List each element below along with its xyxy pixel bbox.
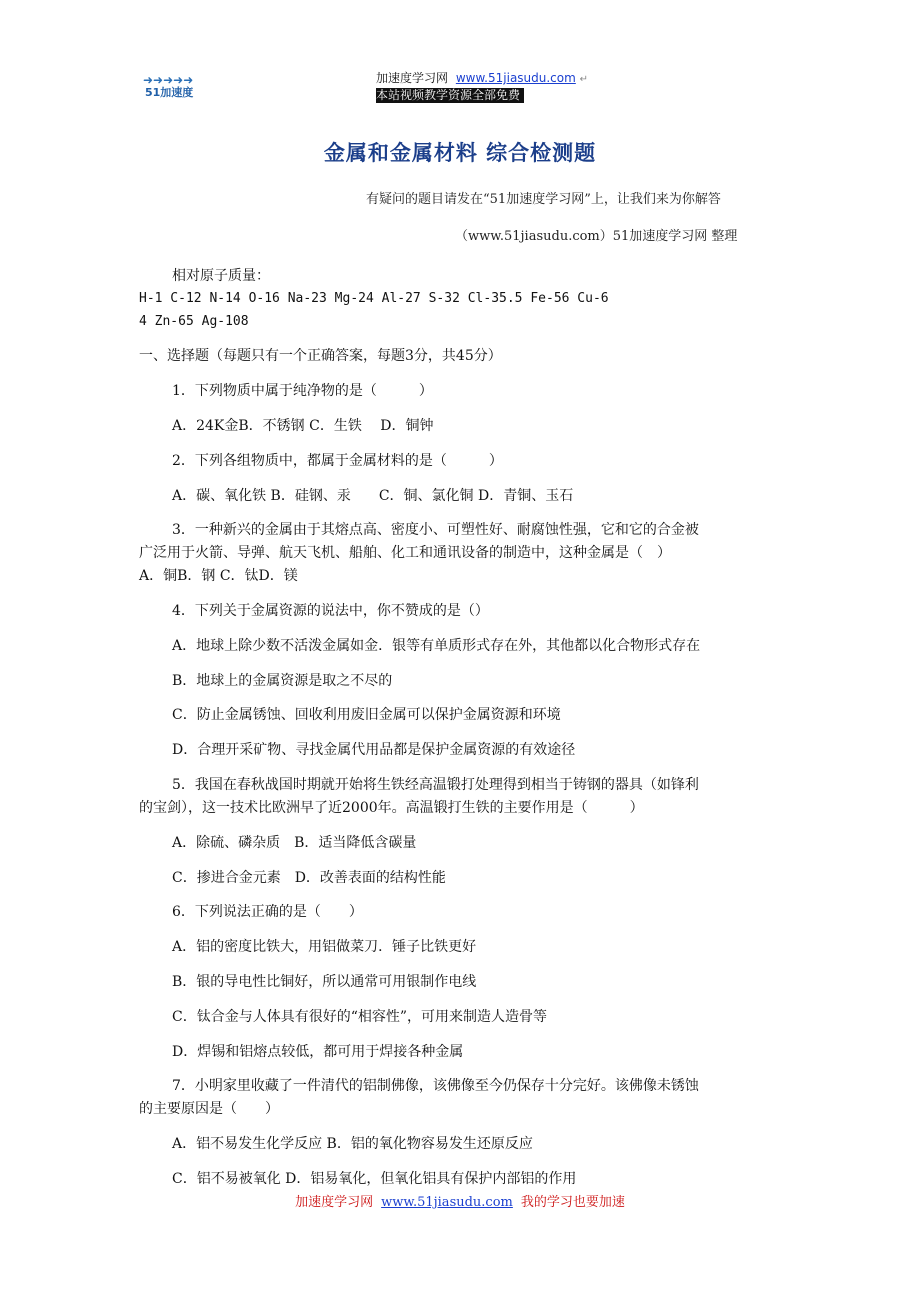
question-6: 6．下列说法正确的是（ ） xyxy=(172,904,363,920)
question-6-option-a: A．铝的密度比铁大，用铝做菜刀．锤子比铁更好 xyxy=(172,939,477,955)
header-site-name: 加速度学习网 xyxy=(376,71,449,85)
question-4-option-a: A．地球上除少数不活泼金属如金．银等有单质形式存在外，其他都以化合物形式存在 xyxy=(172,638,701,654)
footer-site-link[interactable]: www.51jiasudu.com xyxy=(381,1195,513,1210)
return-mark-icon: ↵ xyxy=(579,74,589,85)
header-slogan: 本站视频教学资源全部免费 xyxy=(376,88,524,103)
logo-text: 51加速度 xyxy=(145,86,194,99)
section-heading: 一、选择题（每题只有一个正确答案，每题3分，共45分） xyxy=(139,348,502,364)
atomic-mass-line-2: 4 Zn-65 Ag-108 xyxy=(139,314,249,329)
question-7-options-ab: A．铝不易发生化学反应 B．铝的氧化物容易发生还原反应 xyxy=(172,1136,533,1152)
question-1: 1．下列物质中属于纯净物的是（ ） xyxy=(172,383,433,399)
footer-motto: 我的学习也要加速 xyxy=(520,1195,625,1210)
atomic-mass-label: 相对原子质量： xyxy=(172,268,270,284)
question-4: 4．下列关于金属资源的说法中，你不赞成的是（） xyxy=(172,603,489,619)
question-5-line-2: 的宝剑），这一技术比欧洲早了近2000年。高温锻打生铁的主要作用是（ ） xyxy=(139,800,644,816)
subtitle-source: （www.51jiasudu.com）51加速度学习网 整理 xyxy=(455,229,738,244)
question-2-options: A．碳、氧化铁 B．硅钢、汞 C．铜、氯化铜 D．青铜、玉石 xyxy=(172,488,574,504)
question-2: 2．下列各组物质中，都属于金属材料的是（ ） xyxy=(172,453,503,469)
question-6-option-b: B．银的导电性比铜好，所以通常可用银制作电线 xyxy=(172,974,477,990)
question-5-options-cd: C．掺进合金元素 D．改善表面的结构性能 xyxy=(172,870,446,886)
logo-arrows-icon: ➜➜➜➜➜ xyxy=(143,73,194,87)
atomic-mass-line-1: H-1 C-12 N-14 O-16 Na-23 Mg-24 Al-27 S-32 Cl-35.5 Fe-56 Cu-6 xyxy=(139,291,609,306)
question-7-line-1: 7．小明家里收藏了一件清代的铝制佛像，该佛像至今仍保存十分完好。该佛像未锈蚀 xyxy=(172,1078,699,1094)
question-6-option-d: D．焊锡和铝熔点较低，都可用于焊接各种金属 xyxy=(172,1044,464,1060)
page-footer xyxy=(0,1191,920,1210)
question-1-options: A．24K金B．不锈钢 C．生铁 D．铜钟 xyxy=(172,418,434,434)
header-site-link[interactable]: www.51jiasudu.com xyxy=(455,71,576,85)
question-5-options-ab: A．除硫、磷杂质 B．适当降低含碳量 xyxy=(172,835,417,851)
question-3-options: A．铜B．钢 C．钛D．镁 xyxy=(139,568,298,584)
question-7-options-cd: C．铝不易被氧化 D．铝易氧化，但氧化铝具有保护内部铝的作用 xyxy=(172,1171,577,1187)
footer-site-name: 加速度学习网 xyxy=(295,1195,374,1210)
page-title: 金属和金属材料 综合检测题 xyxy=(323,140,597,165)
question-5-line-1: 5．我国在春秋战国时期就开始将生铁经高温锻打处理得到相当于铸钢的器具（如锋利 xyxy=(172,777,699,793)
question-3-line-2: 广泛用于火箭、导弹、航天飞机、船舶、化工和通讯设备的制造中，这种金属是（ ） xyxy=(139,545,671,561)
question-4-option-d: D．合理开采矿物、寻找金属代用品都是保护金属资源的有效途径 xyxy=(172,742,576,758)
question-4-option-c: C．防止金属锈蚀、回收利用废旧金属可以保护金属资源和环境 xyxy=(172,707,561,723)
subtitle-question-note: 有疑问的题目请发在“51加速度学习网”上，让我们来为你解答 xyxy=(366,192,721,207)
question-4-option-b: B．地球上的金属资源是取之不尽的 xyxy=(172,673,393,689)
site-logo[interactable] xyxy=(143,74,205,100)
question-3-line-1: 3．一种新兴的金属由于其熔点高、密度小、可塑性好、耐腐蚀性强，它和它的合金被 xyxy=(172,522,699,538)
header-site-line xyxy=(376,71,588,87)
question-6-option-c: C．钛合金与人体具有很好的“相容性”，可用来制造人造骨等 xyxy=(172,1009,548,1025)
question-7-line-2: 的主要原因是（ ） xyxy=(139,1101,279,1117)
